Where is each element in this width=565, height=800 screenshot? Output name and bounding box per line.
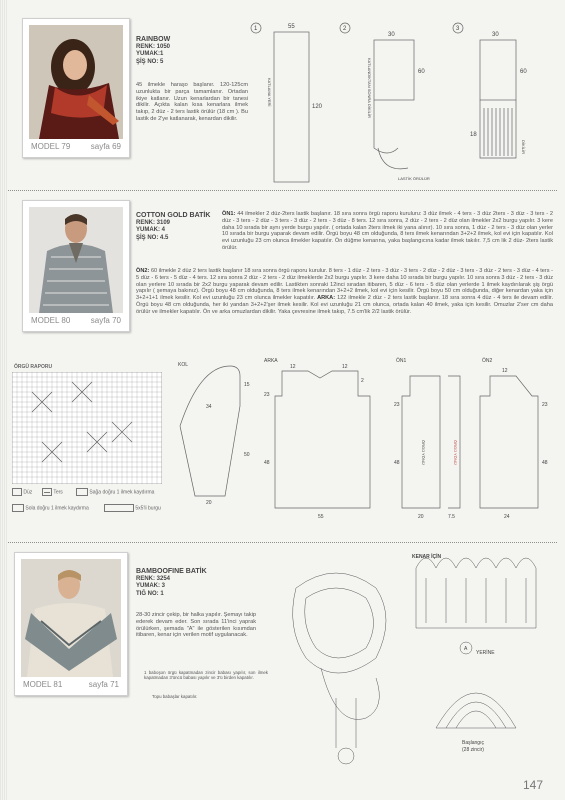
kol-h15: 15 (244, 382, 250, 388)
diagram-1-number: 1 (254, 26, 258, 32)
product-hook: TIĞ NO: 1 (136, 590, 164, 597)
label-dikilir: DİKİLİR (521, 140, 526, 155)
label-katlandiktan: KATLANDIKTAN SONRA DİKİLİR (367, 58, 372, 118)
product-color: RENK: 3254 (136, 575, 171, 582)
arka-w55: 55 (318, 514, 324, 520)
kol-w20: 20 (206, 500, 212, 506)
dim-55: 55 (288, 24, 295, 30)
on2-label: ÖN2: (136, 268, 150, 274)
model-number: MODEL 80 (31, 316, 71, 325)
product-skeins: YUMAK: 3 (136, 583, 166, 589)
page-number: 147 (522, 778, 543, 792)
on2-w12: 12 (502, 368, 508, 374)
instructions-bamboofine: 28-30 zincir çekip, bir halka yapılır. Şemayı takip ederek devam eder. Son sırada 11'inci yaprak örülürken, şemada "A" ile gösterilen kısımdan itibaren, kenar için verilen motif uygulanacak. (136, 612, 256, 639)
arka-w12a: 12 (290, 364, 296, 370)
arka-text: 122 ilmekle 2 düz - 2 ters lastik başlanır. 18 sıra sonra 4 düz - 4 ters ile devam edilir. Örgü boyu 48 cm olduğunda, her iki yandan 3+2+2'şer ilmek kesilir. Kol evi uzunluğu 21 cm olunca, ortada kalan 40 ilmek, yaka için kesilir. Omuzlar 2'ser cm daha örülür ve ilmekler kapatılır. Ön ve arka omuzlardan dikilir. Yaka çevresine ilmek takıp, 7.5 cm'lik 2/2 lastik örülür. (136, 295, 554, 315)
product-info-bamboofine (136, 568, 256, 598)
diagram-2-number: 2 (343, 26, 347, 32)
product-needle: ŞİŞ NO: 5 (136, 58, 164, 65)
model-photo (29, 25, 123, 139)
on2-label: ÖN2 (482, 358, 493, 364)
legend-duz: Düz (23, 489, 33, 496)
legend-sola: Sola doğru 1 ilmek kaydırma (25, 505, 89, 512)
on2-w24: 24 (504, 514, 510, 520)
arka-h2: 2 (361, 378, 364, 384)
dim-18: 18 (470, 132, 477, 138)
rainbow-diagrams (248, 18, 548, 188)
stitch-chart (12, 372, 162, 484)
on2-h23: 23 (542, 402, 548, 408)
label-katlama: KATLAMA YERİ (267, 78, 272, 107)
instructions-rainbow: 45 ilmekle haraşo başlanır. 120-125cm uzunlukta bir parça tamamlanır. Ortadan ikiye katlanır. Uzun kenarlardan bir tanesi dikilir. Açıkta kalan kısa kenarlara ilmek takıp, 2 düz - 2 ters lastik örülür (18 cm ). Bu lastik de 2'ye katlanarak, kenardan dikilir. (136, 82, 248, 122)
product-info-cotton-gold (136, 212, 222, 242)
product-skeins: YUMAK: 4 (136, 227, 166, 233)
legend-burgu: 5x5'li burgu (135, 505, 161, 512)
dim-60a: 60 (418, 69, 425, 75)
binding-stripe (0, 0, 8, 800)
product-title: RAINBOW (136, 36, 171, 43)
orgu-raporu-label: ÖRGÜ RAPORU (14, 364, 53, 370)
product-needle: ŞİŞ NO: 4.5 (136, 234, 169, 241)
model-number: MODEL 79 (31, 142, 71, 151)
on1-yon2: ÖRGÜ YÖNÜ (453, 440, 458, 465)
dim-30b: 30 (492, 32, 499, 38)
product-info-rainbow (136, 36, 256, 66)
baslangic-label: Başlangıç (462, 740, 484, 746)
diagram-3-number: 3 (456, 26, 460, 32)
garment-schematics (170, 356, 560, 526)
product-skeins: YUMAK:1 (136, 51, 164, 57)
arka-h48: 48 (264, 460, 270, 466)
product-title: COTTON GOLD BATİK (136, 212, 211, 219)
page-reference: sayfa 70 (90, 316, 121, 325)
kenar-icin-label: KENAR İÇİN (412, 554, 442, 560)
note-1: 1 baboşon örgü kapatmadan zincir babası yapılır, son ilmek kapatmadan 3'üncü babası yapılır ve 3'ü birden kapatılır. (144, 670, 268, 681)
model-number: MODEL 81 (23, 680, 63, 689)
arka-label: ARKA: (317, 295, 336, 302)
on1-w75: 7.5 (448, 514, 455, 520)
arka-h23: 23 (264, 392, 270, 398)
yerine-label: YERİNE (476, 650, 495, 656)
dim-30a: 30 (388, 32, 395, 38)
on1-w20: 20 (418, 514, 424, 520)
note-2: Topu babaşlar kapatılır. (152, 694, 198, 699)
crochet-chart (276, 548, 560, 770)
on1-h23: 23 (394, 402, 400, 408)
model-photo-card-80 (22, 200, 130, 332)
on1-text: 44 ilmekler 2 düz-2ters lastik başlanır. 18 sıra sonra örgü raporu kuruluru: 3 düz ilmek - 4 ters - 3 düz 2ters - 3 düz - 3 ters - 2 düz - 3 ters - 2 düz - 3 ters - 3 düz - 2 ters - 3 düz - 8 ters. 12 sıra sonra, 2 düz - 2 ters - 2 düz olan ilmekler 2x2 burgu yapılır. 3 kere daha 10 sırada bir aynı yerde burgu yapılır. ( ortada kalan 2ters ilmek iki yana alınır). 10 sıra sonra, 1 düz - 2 ters - 3 düz olan yerler 10 sırada bir burgu yaparak devam edilir. Örgü boyu 48 cm olduğunda, 8 ters ilmek kenarından 3+2+2 ilmek, kol evi için kapatılır. Kol evi uzunluğu 23 cm olunca ilmekler kapatılır. Ön düğme kenarına, yaka başlangıcına kadar ilmek takılır. 7,5 cm lik 2 düz- 2ters lastik örülür. (222, 211, 553, 251)
on1-yon1: ÖRGÜ YÖNÜ (421, 440, 426, 465)
page-reference: sayfa 69 (90, 142, 121, 151)
product-color: RENK: 1050 (136, 43, 171, 50)
kol-label: KOL (178, 362, 189, 368)
legend-ters: Ters (53, 489, 63, 496)
section-separator (8, 190, 557, 191)
kol-w34: 34 (206, 404, 212, 410)
label-lastik: LASTİK ÖRÜLÜR (398, 176, 430, 181)
on2-h48: 48 (542, 460, 548, 466)
model-photo (21, 559, 121, 677)
model-photo-card-79 (22, 18, 130, 158)
section-separator (8, 542, 557, 543)
model-photo-card-81 (14, 552, 128, 696)
on1-h48: 48 (394, 460, 400, 466)
product-color: RENK: 3109 (136, 219, 171, 226)
instructions-on2-arka (136, 268, 553, 316)
instructions-on1 (222, 211, 553, 252)
page-reference: sayfa 71 (88, 680, 119, 689)
a-marker: A (464, 646, 468, 652)
legend-saga: Sağa doğru 1 ilmek kaydırma (89, 489, 155, 496)
model-photo (29, 207, 123, 313)
product-title: BAMBOOFINE BATİK (136, 568, 207, 575)
kol-h50: 50 (244, 452, 250, 458)
on1-label: ÖN1: (222, 211, 236, 217)
dim-120: 120 (312, 104, 323, 110)
on2-text: 60 ilmekle 2 düz 2 ters lastik başlanır 18 sıra sonra örgü raporu kurulur. 8 ters - 1 düz - 2 ters - 3 düz - 3 ters - 2 düz - 2 düz - 3 ters - 3 düz - 2 ters - 3 düz - 4 ters - 5 düz - 6 ters - 5 düz - 4 ters. 12 sıra sonra 2 düz - 2 ters - 2 düz ilmeklerde 2x2 burgu yapılır. 3 kere daha 10 sırada bir burgu yapılır. 10 sıra sonra 3 düz - 2 ters - 3 düz olan yerlere 10 sırada bir 2x2 burgu yaparak devam edilir. Lastikten sonraki 12inci sıradan itibaren, 5 düz - 6 ters - 5 düz olan yerlerde 1 ilmek kaydırılarak şiş örgü yapılır ( şemaya bakınız). Örgü boyu 48 cm olduğunda, 8 ters ilmek kenarından 3+2+2 ilmek, kol evi için kesilir. Örgü boyu 50 cm olduğunda, diğer kenardan yaka için 3+2+1+1 ilmek kesilir. Kol evi uzunluğu 23 cm olunca ilmekler kapatılır. (136, 268, 553, 302)
arka-label: ARKA (264, 358, 278, 364)
zincir-label: (28 zincir) (462, 747, 484, 753)
dim-60b: 60 (520, 69, 527, 75)
arka-w12b: 12 (342, 364, 348, 370)
on1-label: ÖN1 (396, 358, 407, 364)
